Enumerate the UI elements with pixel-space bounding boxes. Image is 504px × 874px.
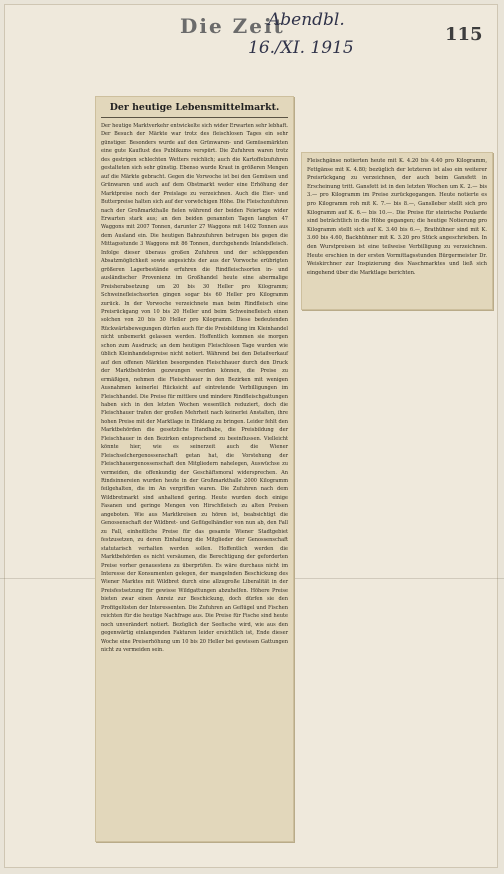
headline-rule <box>101 117 288 118</box>
main-article-clipping <box>95 96 294 842</box>
page-number: 115 <box>445 24 483 45</box>
newspaper-title: Die Zeit <box>180 14 285 38</box>
article-body: Der heutige Marktverkehr entwickelte sich wider Erwarten sehr lebhaft. Der Besuch der Märkte war trotz des fleischlosen Tages ein sehr günstiger. Besonders wurde auf den Grünwaren- und Gemüsemärkten eine gute Kauflust des Publikums verspürt. Die Zufuhren waren trotz des gestrigen schlechten Wetters reichlich; auch die Kartoffelzufuhren gestalteten sich sehr günstig. Ebenso wurde Kraut in größeren Mengen auf die Märkte gebracht. Gegen die Vorwoche ist bei den Gemüsen und Grünwaren und auch auf dem Obstmarkt weder eine Erhöhung der Marktpreise noch der Preislage zu verzeichnen. Auch die Eier- und Butterpreise halten sich auf der vorwöchigen Höhe. Die Fleischzufuhren nach der Großmarkthalle fielen während der beiden Feiertage wider Erwarten stark aus; an den beiden genannten Tagen langten 47 Waggons mit 2007 Tonnen, darunter 27 Waggons mit 1402 Tonnen aus dem Ausland ein. Die heutigen Bahnzufuhren betrugen bis gegen die Mittagsstunde 3 Waggons mit 86 Tonnen, durchgehends Inlandsfleisch. Infolge dieser überaus großen Zufuhren und der schleppenden Absatzmöglichkeit sowie angesichts der aus der Vorwoche erübrigten größeren Lagerbestände erfuhren die Rindfleischsorten in- und ausländischer Provenienz im Großhandel heute eine abermalige Preisherabsetzung um 20 bis 30 Heller pro Kilogramm; Schweinefleischsorten gingen sogar bis 60 Heller pro Kilogramm zurück. In der Vorwoche verzeichnete man beim Rindfleisch eine Preisrückgang von 10 bis 20 Heller und beim Schweinefleisch einen solchen von 20 bis 30 Heller pro Kilogramm. Diese bedeutenden Rückwärtsbewegungen dürfen auch für die Preisbildung im Kleinhandel nicht unbemerkt gelassen werden. Hoffentlich kommen sie morgen schon zum Ausdruck; an dem heutigen Fleischlosen Tage wurden wie üblich Kleinhandelspreise nicht notiert. Während bei den Detailverkauf auf den offenen Märkten besorgenden Fleischhauer durch den Druck der Marktbehörden gezwungen werden können, die Preise zu ermäßigen, nehmen die Fleischhauer in den Bezirken mit wenigen Ausnahmen keinerlei Rücksicht auf eintretende Verbilligungen im Fleischhandel. Die Preise für mittlere und mindere Rindfleischgattungen haben sich in den letzten Wochen wesentlich reduziert, doch die Fleischhauer trafen der großen Mehrheit nach keinerlei Anstalten, ihre hohen Preise mit der Marktlage in Einklang zu bringen. Leider fehlt den Marktbehörden die gesetzliche Handhabe, die Preisbildung der Fleischhauer in den Bezirken entsprechend zu beeinflussen. Vielleicht könnte hier, wie es seinerzeit auch die Wiener Fleischselchergenossenschaft getan hat, die Vorstehung der Fleischhauergenossenschaft den Mitgliedern nahelegen, Auswüchse zu vermeiden, die offenkundig der Geschäftsmoral widersprechen. An Rindsinnereien wurden heute in der Großmarkthalle 2000 Kilogramm feilgehalten, die im An vergriffen waren. Die Zufuhren nach dem Wildbretmarkt sind anhaltend gering. Heute wurden doch einige Fasanen und geringe Mengen von Hirschfleisch zu alten Preisen angeboten. Wie aus Marktkreisen zu hören ist, beabsichtigt die Genossenschaft der Wildbret- und Geflügelhändler von nun ab, den Fall zu Fall, einheitliche Preise für das gesamte Wiener Stadtgebiet festzusetzen, zu deren Einhaltung die Mitglieder der Genossenschaft statutarisch verhalten werden sollen. Hoffentlich werden die Marktbehörden es nicht versäumen, die Berechtigung der geforderten Preise vorher genauestens zu überprüfen. Es wäre durchaus nicht im Interesse der Konsumenten gelegen, der mangelnden Beschickung des Wiener Marktes mit Wildbret durch eine allzugroße Liberalität in der Preisfestsetzung für gewisse Wildgattungen abzuhelfen. Höhere Preise bieten zwar einen Anreiz zur Beschickung, doch dürfen sie den Profitgelüsten der Interessenten. Die Zufuhren an Geflügel und Fischen reichten für die heutige Nachfrage aus. Die Preise für Fische sind heute noch unverändert notiert. Bezüglich der Seefische wird, wie aus den gegenwärtig einlangenden Fakturen leider ersichtlich ist, Ende dieser Woche eine Preiserhöhung um 10 bis 20 Heller bei gewissen Gattungen nicht zu vermeiden sein. <box>101 123 288 654</box>
article-headline: Der heutige Lebensmittelmarkt. <box>109 102 280 113</box>
handwritten-edition-note: Abendbl. <box>268 10 345 30</box>
side-article-clipping <box>301 152 493 310</box>
side-article-body: Fleischgänse notierten heute mit K. 4.20 bis 4.40 pro Kilogramm, Fettgänse mit K. 4.80; bezüglich der letzteren ist also ein weiterer Preisrückgang zu verzeichnen, der auch beim Gansfett in Erscheinung tritt. Gansfett ist in den letzten Wochen um K. 2.— bis 3.— pro Kilogramm im Preise zurückgegangen. Heute notierte es pro Kilogramm roh mit K. 7.— bis 8.—, Ganslleber stellt sich pro Kilogramm auf K. 6.— bis 10.—. Die Preise für steirische Poularde sind beträchtlich in die Höhe gegangen; die heutige Notierung pro Kilogramm stellt sich auf K. 3.40 bis 6.—, Brathühner sind mit K. 3.60 bis 4.60, Backhühner mit K. 3.20 pro Stück angeschrieben. In den Wurstpreisen ist eine teilweise Verbilligung zu verzeichnen. Heute erschien in der ersten Vormittagsstunden Bürgermeister Dr. Weiskirchner zur Inspizierung des Naschmarktes und ließ sich eingehend über die Marktlage berichten. <box>307 158 487 276</box>
handwritten-date: 16./XI. 1915 <box>248 38 354 58</box>
